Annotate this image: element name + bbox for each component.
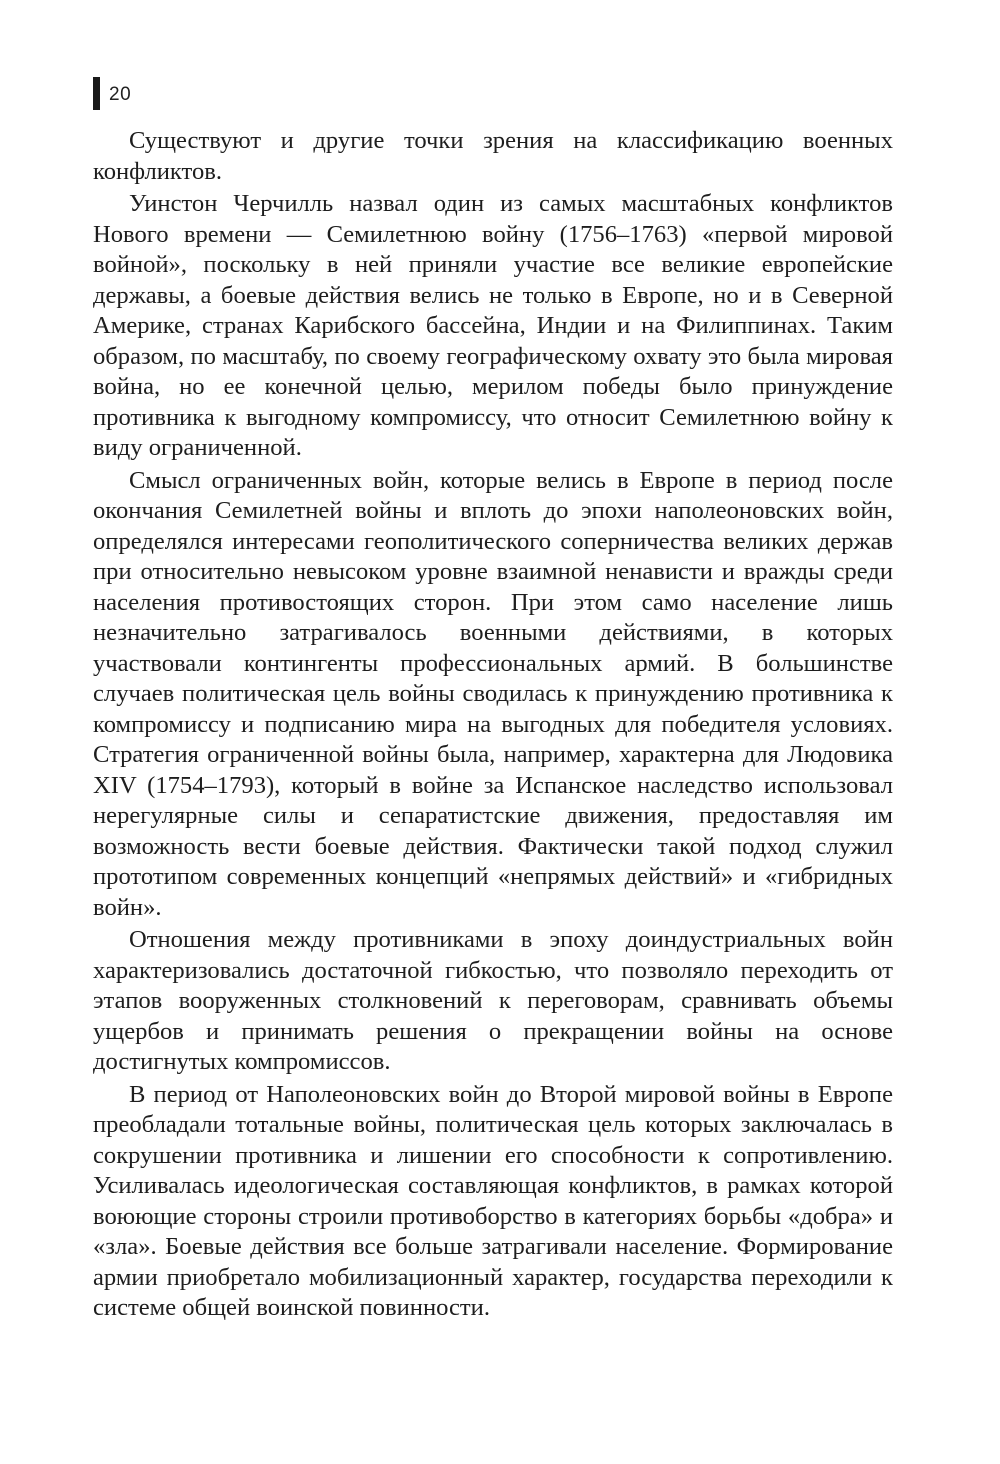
main-text	[93, 126, 893, 1324]
paragraph-1: Существуют и другие точки зрения на классификацию военных конфликтов.	[93, 127, 893, 185]
paragraph-2: Уинстон Черчилль назвал один из самых масштабных конфликтов Нового времени — Семилетнюю войну (1756–1763) «первой мировой войной», поскольку в ней приняли участие все великие европейские державы, а боевые действия велись не только в Европе, но и в Северной Америке, странах Карибского бассейна, Индии и на Филиппинах. Таким образом, по масштабу, по своему географическому охвату это была мировая война, но ее конечной целью, мерилом победы было принуждение противника к выгодному компромиссу, что относит Семилетнюю войну к виду ограниченной.	[93, 190, 893, 461]
paragraph-5: В период от Наполеоновских войн до Второй мировой войны в Европе преобладали тотальные войны, политическая цель которых заключалась в сокрушении противника и лишении его способности к сопротивлению. Усиливалась идеологическая составляющая конфликтов, в рамках которой воюющие стороны строили противоборство в категориях борьбы «добра» и «зла». Боевые действия все больше затрагивали население. Формирование армии приобретало мобилизационный характер, государства переходили к системе общей воинской повинности.	[93, 1080, 893, 1321]
paragraph-3: Смысл ограниченных войн, которые велись в Европе в период после окончания Семилетней войны и вплоть до эпохи наполеоновских войн, определялся интересами геополитического соперничества великих держав при относительно невысоком уровне взаимной ненависти и вражды среди населения противостоящих сторон. При этом само население лишь незначительно затрагивалось военными действиями, в которых участвовали контингенты профессиональных армий. В большинстве случаев политическая цель войны сводилась к принуждению противника к компромиссу и подписанию мира на выгодных для победителя условиях. Стратегия ограниченной войны была, например, характерна для Людовика XIV (1754–1793), который в войне за Испанское наследство использовал нерегулярные силы и сепаратистские движения, предоставляя им возможность вести боевые действия. Фактически такой подход служил прототипом современных концепций «непрямых действий» и «гибридных войн».	[93, 466, 893, 921]
page-number: 20	[109, 84, 132, 105]
paragraph-4: Отношения между противниками в эпоху доиндустриальных войн характеризовались достаточной гибкостью, что позволяло переходить от этапов вооруженных столкновений к переговорам, сравнивать объемы ущербов и принимать решения о прекращении войны на основе достигнутых компромиссов.	[93, 926, 893, 1075]
header-marker-bar	[93, 77, 100, 110]
page-header	[93, 77, 131, 110]
